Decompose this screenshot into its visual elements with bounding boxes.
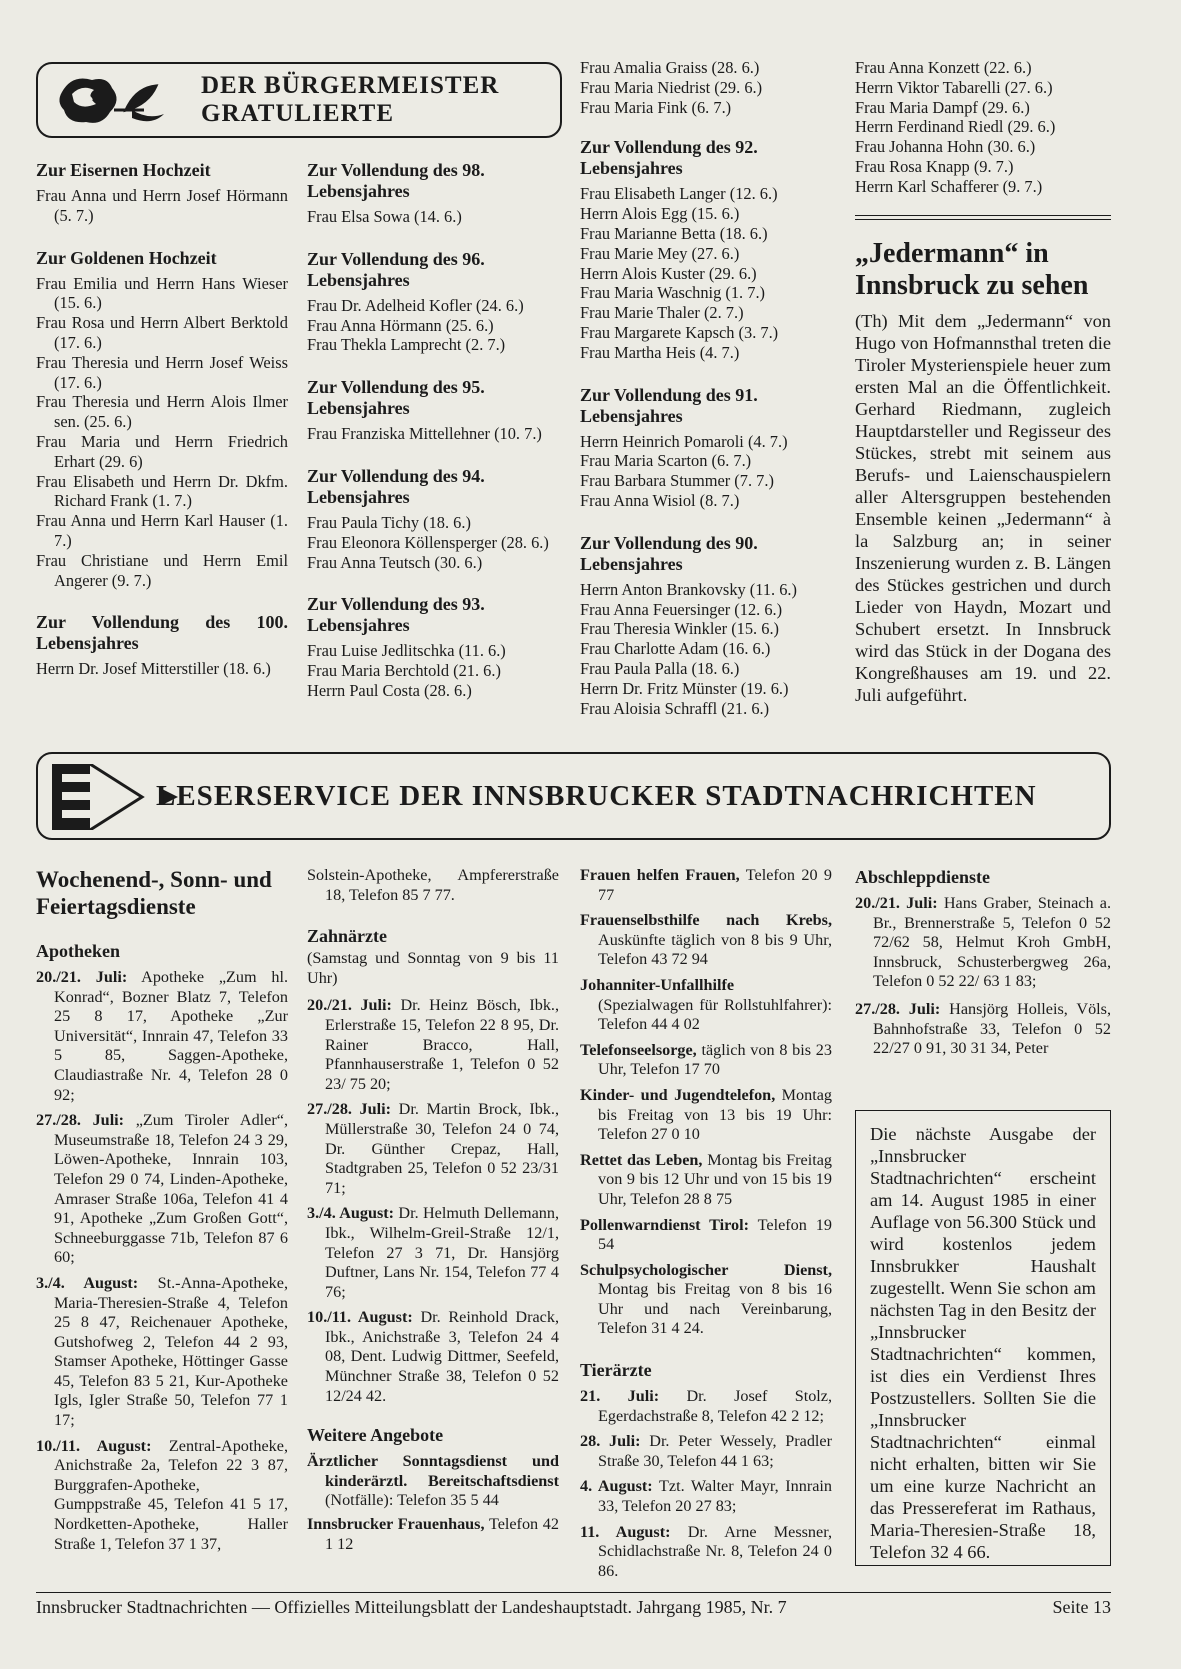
gratulation-entry: Frau Maria Waschnig (1. 7.) [580,283,766,303]
entry-label: 27./28. Juli: [855,999,941,1018]
entry-text: (Notfälle): Telefon 35 5 44 [325,1491,499,1510]
gratulation-entry: Frau Martha Heis (4. 7.) [580,342,740,362]
gratulation-column-1 [36,160,288,679]
gratulation-entry: Frau Theresia Winkler (15. 6.) [580,619,780,639]
gratulation-entry: Frau Dr. Adelheid Kofler (24. 6.) [307,295,524,315]
entry-text: Dr. Josef Stolz, Egerdachstraße 8, Telefon 42 2 12; [598,1387,833,1425]
gratulation-entry: Frau Maria Fink (6. 7.) [580,97,732,117]
entry-text: Dr. Heinz Bösch, Ibk., Erlerstraße 15, Telefon 22 8 95, Dr. Rainer Bracco, Hall, Pfannhauserstraße 1, Telefon 0 52 23/ 75 20; [325,996,560,1093]
entry-label: Telefonseelsorge, [580,1040,697,1059]
entry-label: 20./21. Juli: [855,894,938,912]
entry-label: Ärztlicher Sonntagsdienst und kinderärztl. Bereitschaftsdienst [307,1452,559,1490]
entry-text: Auskünfte täglich von 8 bis 9 Uhr, Telefon 43 72 94 [598,930,832,969]
entry-label: Frauen helfen Frauen, [580,866,740,884]
gratulation-entry: Frau Luise Jedlitschka (11. 6.) [307,641,506,661]
entry-text: Telefon 19 54 [598,1215,832,1254]
footer-page-number: Seite 13 [1052,1597,1111,1617]
column-divider-rule [855,215,1111,220]
service-entry [855,1000,1111,1059]
entry-label: 28. Juli: [580,1432,641,1451]
footer-rule [36,1592,1111,1593]
leserservice-column-2 [307,866,559,1558]
entry-text: täglich von 8 bis 23 Uhr, Telefon 17 70 [598,1040,832,1079]
entry-text: Dr. Peter Wessely, Pradler Straße 30, Telefon 44 1 63; [598,1432,833,1470]
gratulation-entry: Frau Thekla Lamprecht (2. 7.) [307,335,506,355]
service-entry [36,1437,288,1555]
tieraerzte-heading: Tierärzte [580,1360,652,1381]
gratulation-entry: Frau Christiane und Herrn Emil Angerer (9. 7.) [36,550,288,590]
section-heading: Zur Eisernen Hochzeit [36,160,211,180]
leserservice-column-3 [580,866,832,1587]
leserservice-banner [36,752,1111,840]
gratulation-entry: Frau Anna Teutsch (30. 6.) [307,552,483,572]
gratulation-column-2 [307,160,565,701]
col2-top-text: Solstein-Apotheke, Ampfererstraße 18, Telefon 85 7 77. [307,866,559,904]
section-heading: Zur Vollendung des 94. Lebensjahres [307,465,485,507]
gratulation-entry: Frau Charlotte Adam (16. 6.) [580,639,771,659]
entry-text: Hansjörg Holleis, Völs, Bahnhofstraße 33, Telefon 0 52 22/27 0 91, 30 31 34, Peter [873,999,1112,1058]
entry-text: Telefon 20 9 77 [598,866,832,904]
entry-text: Montag bis Freitag von 13 bis 19 Uhr: Telefon 27 0 10 [598,1085,833,1144]
service-entry [580,911,832,970]
service-entry [36,968,288,1105]
main-heading: Wochenend-, Sonn- und Feiertagsdienste [36,867,272,919]
entry-text: Dr. Reinhold Drack, Ibk., Anichstraße 3, Telefon 24 4 08, Dent. Ludwig Dittmer, Seefeld, Münchner Straße 38, Telefon 0 52 12/24 42. [325,1308,559,1405]
gratulation-section [36,160,288,226]
gratulation-entry: Frau Elisabeth Langer (12. 6.) [580,184,778,204]
gratulation-entry: Frau Marie Thaler (2. 7.) [580,303,744,323]
apotheken-heading: Apotheken [36,941,121,961]
next-issue-notice [855,1110,1111,1566]
gratulation-entry: Frau Anna Feuersinger (12. 6.) [580,599,783,619]
gratulation-entry: Frau Theresia und Herrn Josef Weiss (17. 6.) [36,352,288,392]
gratulation-entry: Frau Emilia und Herrn Hans Wieser (15. 6.) [36,273,288,313]
entry-text: Hans Graber, Steinach a. Br., Brennerstraße 5, Telefon 0 52 72/62 58, Helmut Kroh GmbH, Innsbruck, Schusterbergweg 26a, Telefon 0 52 22/ 63 1 83; [873,894,1112,991]
service-entry [855,894,1111,992]
leserservice-column-1 [36,866,288,1560]
entry-text: St.-Anna-Apotheke, Maria-Theresien-Straße 4, Telefon 25 8 47, Reichenauer Apotheke, Gutshofweg 2, Telefon 44 2 93, Stamser Apotheke, Höttinger Gasse 45, Telefon 83 5 21, Kur-Apotheke Igls, Igler Straße 50, Telefon 77 1 17; [54,1273,288,1430]
entry-label: 4. August: [580,1477,653,1496]
footer-publication: Innsbrucker Stadtnachrichten — Offizielles Mitteilungsblatt der Landeshauptstadt. Jahrgang 1985, Nr. 7 [36,1597,787,1617]
entry-text: Dr. Arne Messner, Schidlachstraße Nr. 8, Telefon 24 0 86. [598,1522,832,1580]
entry-text: Apotheke „Zum hl. Konrad“, Bozner Blatz 7, Telefon 25 8 17, Apotheke „Zur Universität“, Innrain 47, Telefon 33 5 85, Saggen-Apotheke, Claudiastraße Nr. 4, Telefon 28 0 92; [54,968,289,1104]
gratulation-section [307,466,565,572]
section-heading: Zur Vollendung des 91. Lebensjahres [580,384,758,426]
gratulation-banner [36,62,562,138]
gratulation-column-4 [855,58,1115,197]
section-heading: Zur Vollendung des 92. Lebensjahres [580,137,758,179]
gratulation-entry: Herrn Dr. Fritz Münster (19. 6.) [580,678,789,698]
gratulation-entry: Frau Johanna Hohn (30. 6.) [855,137,1036,157]
gratulation-entry: Herrn Viktor Tabarelli (27. 6.) [855,77,1053,97]
entry-text: Montag bis Freitag von 8 bis 16 Uhr und nach Vereinbarung, Telefon 31 4 24. [598,1280,832,1338]
gratulation-entry: Frau Maria Niedrist (29. 6.) [580,77,763,97]
gratulation-entry: Herrn Alois Kuster (29. 6.) [580,263,757,283]
service-entry [307,1452,559,1511]
service-entry [36,1274,288,1431]
service-entry [36,1111,288,1268]
entry-label: 10./11. August: [36,1436,152,1455]
gratulation-entry: Frau Rosa Knapp (9. 7.) [855,156,1014,176]
service-entry [580,1151,832,1210]
gratulation-entry: Frau Rosa und Herrn Albert Berktold (17. 6.) [36,313,288,352]
service-entry [580,1432,832,1471]
service-entry [580,1086,832,1145]
gratulation-entry: Frau Barbara Stummer (7. 7.) [580,471,774,491]
gratulation-entry: Frau Anna Wisiol (8. 7.) [580,490,740,510]
gratulation-column-3 [580,58,830,718]
gratulation-section [580,137,830,362]
service-entry [307,1100,559,1198]
banner-title-line1: DER BÜRGERMEISTER [201,72,500,99]
gratulation-entry: Frau Marie Mey (27. 6.) [580,243,740,263]
service-entry [580,1041,832,1080]
entry-label: Schulpsychologischer Dienst, [580,1260,832,1279]
section-heading: Zur Vollendung des 95. Lebensjahres [307,377,485,419]
entry-label: 20./21. Juli: [36,968,128,986]
gratulation-section [307,160,565,227]
entry-label: 20./21. Juli: [307,996,392,1015]
entry-label: 3./4. August: [36,1273,139,1292]
gratulation-section [36,612,288,679]
section-heading: Zur Vollendung des 100. Lebensjahres [36,612,288,654]
gratulation-entry: Frau Elsa Sowa (14. 6.) [307,207,462,226]
gratulation-section [307,249,565,355]
gratulation-entry: Frau Elisabeth und Herrn Dr. Dkfm. Richard Frank (1. 7.) [36,471,288,511]
gratulation-entry: Herrn Anton Brankovsky (11. 6.) [580,579,797,599]
entry-label: 11. August: [580,1522,671,1541]
service-entry [580,1523,832,1582]
section-heading: Zur Goldenen Hochzeit [36,247,217,268]
gratulation-entry: Frau Maria Dampf (29. 6.) [855,97,1030,117]
rose-icon [52,70,182,132]
weitere-heading: Weitere Angebote [307,1425,444,1446]
entry-label: 27./28. Juli: [36,1111,125,1130]
service-entry [307,1515,559,1554]
entry-text: Dr. Martin Brock, Ibk., Müllerstraße 30, Telefon 24 0 74, Dr. Günther Crepaz, Hall, Stadtgraben 25, Telefon 0 52 23/31 71; [325,1100,559,1197]
gratulation-section [36,248,288,591]
entry-label: 10./11. August: [307,1308,413,1327]
service-entry [580,1387,832,1426]
jedermann-body: (Th) Mit dem „Jedermann“ von Hugo von Hofmannsthal treten die Tiroler Mysterienspiele heuer zum ersten Mal an die Öffentlichkeit. Gerhard Riedmann, zugleich Hauptdarsteller und Regisseur des Stückes, strebt mit seinem aus Berufs- und Laienschauspielern aller Altersgruppen bestehenden Ensemble keinen „Jedermann“ à la Salzburg an; in seiner Inszenierung wurden z. B. Längen des Stückes gestrichen und durch Lieder von Haydn, Mozart und Schubert ersetzt. In Innsbruck wird das Stück in der Dogana des Kongreßhauses am 19. und 22. Juli aufgeführt. [855,311,1111,705]
gratulation-section [580,385,830,511]
service-entry [580,1261,832,1339]
entry-label: 21. Juli: [580,1387,660,1406]
notice-text: Die nächste Ausgabe der „Innsbrucker Stadtnachrichten“ erscheint am 14. August 1985 in einer Auflage von 56.300 Stück und wird kostenlos jedem Innsbrukker Haushalt zugestellt. Wenn Sie schon am nächsten Tag in den Besitz der „Innsbrucker Stadtnachrichten“ kommen, ist dies ein Verdienst Ihres Postzustellers. Sollten Sie die „Innsbrucker Stadtnachrichten“ einmal nicht erhalten, bitten wir Sie um eine kurze Nachricht an das Pressereferat im Rathaus, Maria-Theresien-Straße 18, Telefon 32 4 66. [870,1124,1096,1562]
entry-text: Zentral-Apotheke, Anichstraße 2a, Telefon 22 3 87, Burggrafen-Apotheke, Gumppstraße 45, Telefon 41 5 17, Nordketten-Apotheke, Haller Straße 1, Telefon 37 1 37, [54,1436,288,1553]
gratulation-entry: Frau Aloisia Schraffl (21. 6.) [580,698,770,718]
section-heading: Zur Vollendung des 93. Lebensjahres [307,594,485,636]
entry-label: Innsbrucker Frauenhaus, [307,1515,485,1534]
gratulation-entry: Frau Anna und Herrn Josef Hörmann (5. 7.) [36,186,288,225]
entry-text: „Zum Tiroler Adler“, Museumstraße 18, Telefon 24 3 29, Löwen-Apotheke, Innrain 103, Telefon 29 0 74, Linden-Apotheke, Amraser Straße 106a, Telefon 41 4 91, Apotheke „Zum Großen Gott“, Schneeburggasse 71b, Telefon 87 6 60; [54,1111,288,1267]
entry-label: Pollenwarndienst Tirol: [580,1215,750,1234]
gratulation-entry: Frau Theresia und Herrn Alois Ilmer sen. (25. 6.) [36,392,288,432]
gratulation-entry: Frau Amalia Graiss (28. 6.) [580,58,760,77]
gratulation-entry: Herrn Karl Schafferer (9. 7.) [855,176,1043,196]
gratulation-entry: Herrn Ferdinand Riedl (29. 6.) [855,117,1056,137]
entry-text: Montag bis Freitag von 9 bis 12 Uhr und von 15 bis 19 Uhr, Telefon 28 8 75 [598,1150,832,1208]
gratulation-entry: Frau Paula Palla (18. 6.) [580,658,740,678]
gratulation-entry: Frau Franziska Mittellehner (10. 7.) [307,424,542,444]
entry-text: Dr. Helmuth Dellemann, Ibk., Wilhelm-Greil-Straße 12/1, Telefon 27 3 71, Dr. Hansjörg Duftner, Lans Nr. 154, Telefon 77 4 76; [325,1204,559,1301]
entry-text: Tzt. Walter Mayr, Innrain 33, Telefon 20 27 83; [598,1477,832,1516]
gratulation-entry: Frau Margarete Kapsch (3. 7.) [580,322,779,342]
gratulation-entry: Frau Anna und Herrn Karl Hauser (1. 7.) [36,511,288,550]
gratulation-entry: Frau Maria Berchtold (21. 6.) [307,661,501,681]
zahnaerzte-note: (Samstag und Sonntag von 9 bis 11 Uhr) [307,949,559,987]
gratulation-section [307,594,565,700]
entry-label: Johanniter-Unfallhilfe [580,975,735,994]
banner-title-line2: GRATULIERTE [201,100,395,127]
service-entry [580,976,832,1035]
gratulation-entry: Herrn Heinrich Pomaroli (4. 7.) [580,431,788,451]
gratulation-entry: Herrn Dr. Josef Mitterstiller (18. 6.) [36,659,271,679]
section-heading: Zur Vollendung des 96. Lebensjahres [307,248,485,290]
leserservice-title: LESERSERVICE DER INNSBRUCKER STADTNACHRICHTEN [156,780,1037,812]
service-entry [307,996,559,1094]
entry-label: Rettet das Leben, [580,1150,703,1169]
section-heading: Zur Vollendung des 90. Lebensjahres [580,532,758,574]
gratulation-entry: Herrn Alois Egg (15. 6.) [580,204,740,224]
service-entry [580,1477,832,1516]
service-entry [580,1216,832,1255]
zahnaerzte-heading: Zahnärzte [307,926,387,947]
gratulation-entry: Herrn Paul Costa (28. 6.) [307,680,472,700]
jedermann-title: „Jedermann“ in Innsbruck zu sehen [855,238,1089,301]
entry-label: 27./28. Juli: [307,1100,392,1119]
gratulation-entry: Frau Anna Konzett (22. 6.) [855,58,1032,77]
service-entry [580,866,832,905]
entry-text: (Spezialwagen für Rollstuhlfahrer): Telefon 44 4 02 [598,995,832,1034]
leserservice-column-4 [855,866,1111,1067]
abschlepp-heading: Abschleppdienste [855,867,991,887]
jedermann-article [855,238,1111,706]
service-entry [307,1308,559,1406]
gratulation-entry: Frau Paula Tichy (18. 6.) [307,512,471,532]
gratulation-entry: Frau Maria Scarton (6. 7.) [580,451,752,471]
gratulation-entry: Frau Anna Hörmann (25. 6.) [307,315,494,335]
section-heading: Zur Vollendung des 98. Lebensjahres [307,160,485,201]
entry-label: Frauenselbsthilfe nach Krebs, [580,911,832,930]
gratulation-section [307,377,565,444]
gratulation-entry: Frau Eleonora Köllensperger (28. 6.) [307,532,549,552]
gratulation-entry: Frau Marianne Betta (18. 6.) [580,223,768,243]
gratulation-section [580,533,830,719]
service-entry [307,1204,559,1302]
entry-label: Kinder- und Jugendtelefon, [580,1085,776,1104]
gratulation-entry: Frau Maria und Herrn Friedrich Erhart (29. 6) [36,431,288,471]
entry-label: 3./4. August: [307,1204,395,1223]
entry-text: Telefon 42 1 12 [325,1515,559,1553]
